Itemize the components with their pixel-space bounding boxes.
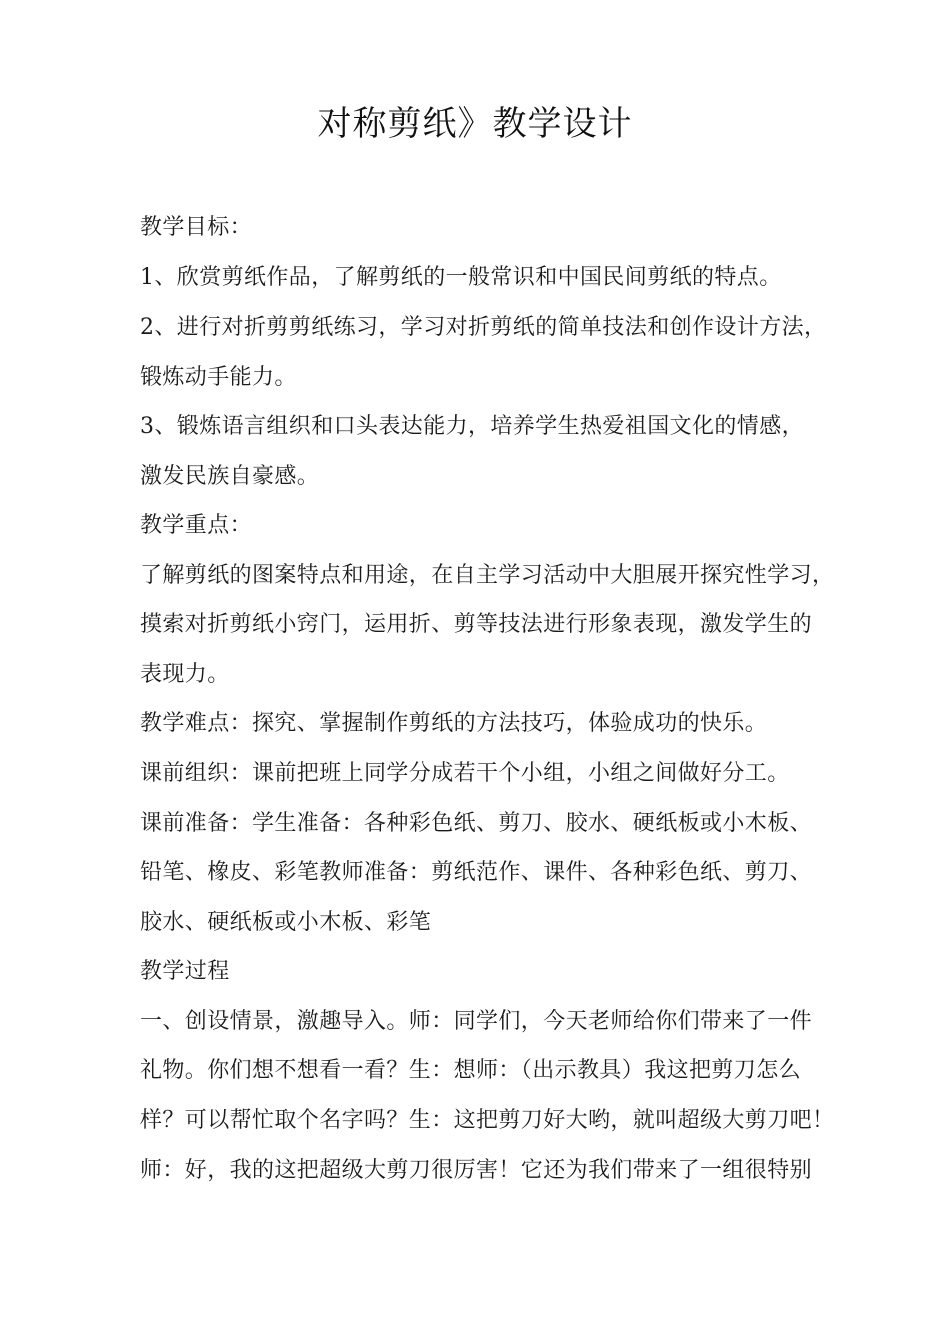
text-line: 表现力。 (140, 662, 230, 687)
text-line: 胶水、硬纸板或小木板、彩笔 (140, 910, 432, 935)
text-line: 1、欣赏剪纸作品，了解剪纸的一般常识和中国民间剪纸的特点。 (140, 265, 782, 290)
text-line: 锻炼动手能力。 (140, 365, 297, 390)
text-line: 师：好，我的这把超级大剪刀很厉害！它还为我们带来了一组很特别 (140, 1158, 813, 1183)
text-line: 铅笔、橡皮、彩笔教师准备：剪纸范作、课件、各种彩色纸、剪刀、 (140, 860, 813, 885)
text-line: 课前准备：学生准备：各种彩色纸、剪刀、胶水、硬纸板或小木板、 (140, 811, 813, 836)
text-line: 样？可以帮忙取个名字吗？生：这把剪刀好大哟，就叫超级大剪刀吧！ (140, 1108, 835, 1133)
text-line: 2、进行对折剪剪纸练习，学习对折剪纸的简单技法和创作设计方法， (140, 315, 827, 340)
section-heading-key-points: 教学重点： (140, 513, 253, 538)
section-heading-process: 教学过程 (140, 959, 230, 984)
text-line: 激发民族自豪感。 (140, 464, 320, 489)
text-line: 课前组织：课前把班上同学分成若干个小组，小组之间做好分工。 (140, 761, 790, 786)
text-line: 了解剪纸的图案特点和用途，在自主学习活动中大胆展开探究性学习， (140, 563, 835, 588)
text-line: 礼物。你们想不想看一看？生：想师：（出示教具）我这把剪刀怎么 (140, 1058, 802, 1083)
text-line: 3、锻炼语言组织和口头表达能力，培养学生热爱祖国文化的情感， (140, 414, 804, 439)
text-line: 教学难点：探究、掌握制作剪纸的方法技巧，体验成功的快乐。 (140, 711, 768, 736)
document-title: 对称剪纸》教学设计 (317, 104, 633, 144)
section-heading-objectives: 教学目标： (140, 215, 253, 240)
text-line: 一、创设情景，激趣导入。师：同学们，今天老师给你们带来了一件 (140, 1009, 813, 1034)
text-line: 摸索对折剪纸小窍门，运用折、剪等技法进行形象表现，激发学生的 (140, 612, 813, 637)
